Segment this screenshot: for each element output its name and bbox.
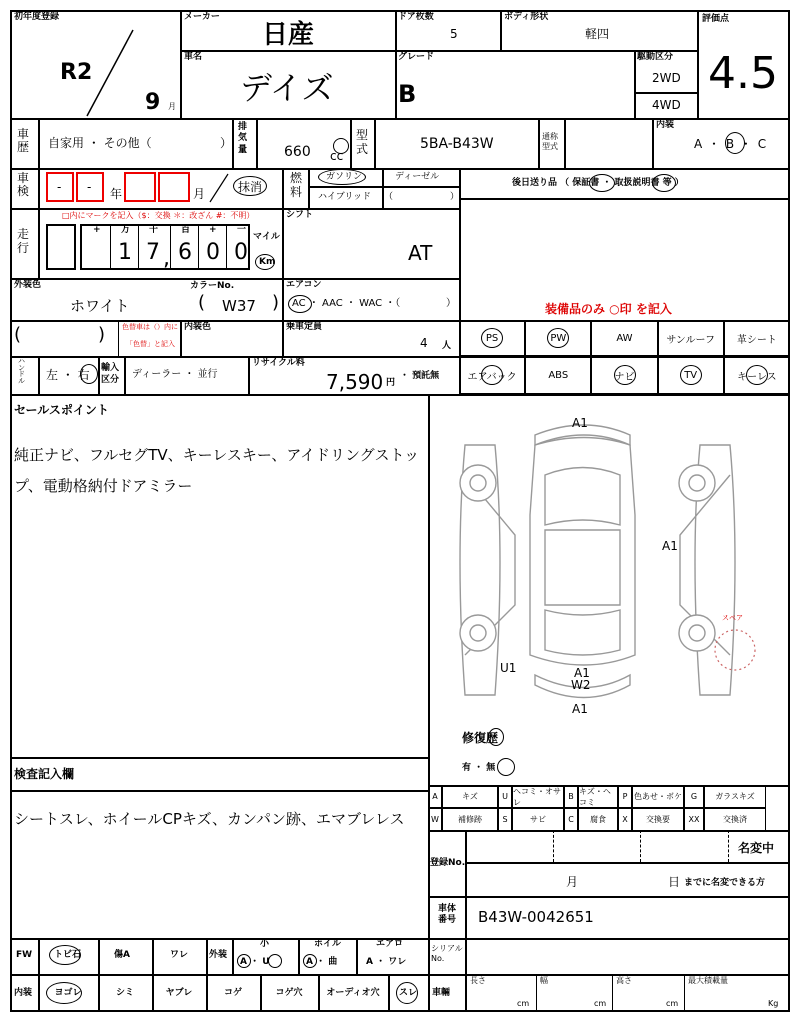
chassis-value: B43W-0042651 xyxy=(478,908,594,926)
interior-label: 内装 xyxy=(656,120,675,130)
digit-unit: 百 xyxy=(181,225,191,235)
colorno-label: カラーNo. xyxy=(190,281,235,291)
mark-right: A1 xyxy=(662,539,678,553)
recycle-label: リサイクル料 xyxy=(252,358,305,368)
equipment-item: AW xyxy=(591,320,657,356)
width-label: 幅 xyxy=(540,976,548,985)
capacity-label: 乗車定員 xyxy=(286,322,323,332)
handle-label: ハンドル xyxy=(18,357,25,385)
score: 4.5 xyxy=(708,48,778,99)
import: ディーラー ・ 並行 xyxy=(132,369,218,380)
cc-unit: cc xyxy=(330,149,344,163)
deposit: ・ 預託無 xyxy=(400,371,440,381)
right-circle xyxy=(80,364,98,384)
weight-label: 最大積載量 xyxy=(688,976,728,985)
shift: AT xyxy=(408,241,433,265)
equipment-circle xyxy=(680,365,702,385)
equipment-circle xyxy=(481,365,503,385)
ac-label: エアコン xyxy=(286,280,322,290)
change-note-1: 色替車は（）内に xyxy=(122,323,178,331)
fuel-diesel: ディーゼル xyxy=(395,172,440,182)
inspection-label: 車検 xyxy=(17,171,30,199)
mileage-label: 走行 xyxy=(17,227,30,255)
equipment-item: キーレス xyxy=(724,356,790,394)
mileage-digit: 0 xyxy=(206,240,220,265)
mark-left: U1 xyxy=(500,661,517,675)
body-label: ボディ形状 xyxy=(504,12,549,22)
colorno: W37 xyxy=(222,297,256,315)
equipment-item: PW xyxy=(525,320,591,356)
name-label: 車名 xyxy=(184,52,203,62)
drive-label: 駆動区分 xyxy=(637,52,674,62)
equipment-item: エアバック xyxy=(459,356,525,394)
int-paren-close: ) xyxy=(98,324,106,345)
grade: B xyxy=(398,80,417,108)
first-reg-month: 9 xyxy=(145,90,161,115)
score-label: 評価点 xyxy=(702,14,730,24)
mileage-box-0 xyxy=(46,224,76,270)
history-close: ） xyxy=(220,136,233,150)
capacity-unit: 人 xyxy=(442,341,452,351)
reg-label: 登録No. xyxy=(430,858,466,868)
equipment-item: サンルーフ xyxy=(658,320,724,356)
interior-item: ヤブレ xyxy=(165,988,193,998)
equipment-item: 革シート xyxy=(724,320,790,356)
legend-cell: A xyxy=(428,785,442,808)
int-color-label: 内装色 xyxy=(184,322,212,332)
notes-text: シートスレ、ホイールCPキズ、カンパン跡、エマブレレス xyxy=(14,810,405,828)
wheel-label: ホイル xyxy=(314,939,342,949)
yen: 円 xyxy=(386,378,396,388)
mileage-note: □内にマークを記入（$：交換 ＊：改ざん #：不明） xyxy=(62,211,255,220)
model-label: 型式 xyxy=(356,128,369,157)
mark-bottom: A1 xyxy=(572,702,588,716)
legend-cell: キズ・ヘコミ xyxy=(578,785,618,808)
reg-month: 月 xyxy=(566,875,579,889)
first-reg-label: 初年度登録 xyxy=(14,12,60,22)
mark-front: A1 xyxy=(572,416,588,430)
docs: 後日送り品 （ 保証書 ・ 取扱説明書 等 ） xyxy=(512,178,684,188)
legend-cell: 補修跡 xyxy=(442,808,498,831)
mileage-digit: 0 xyxy=(234,240,248,265)
size-label: 車輛 xyxy=(432,988,451,998)
body: 軽四 xyxy=(585,27,610,41)
equipment-item: TV xyxy=(658,356,724,394)
legend-cell: ガラスキズ xyxy=(704,785,766,808)
ac-circle xyxy=(288,295,312,313)
ac: AC ・ AAC ・ WAC ・（ xyxy=(292,298,401,309)
change-note-2: 「色替」と記入 xyxy=(126,340,175,348)
int-row-label: 内装 xyxy=(14,988,33,998)
history-label: 車歴 xyxy=(17,127,30,155)
height-unit: cm xyxy=(666,999,679,1008)
serial-label: シリアルNo. xyxy=(431,944,463,964)
maker-label: メーカー xyxy=(184,12,220,22)
mile-label: マイル xyxy=(253,232,280,242)
digit-unit: 千 xyxy=(149,225,159,235)
weight-unit: Kg xyxy=(768,999,779,1008)
int-paren-open: ( xyxy=(14,324,22,345)
capacity: 4 xyxy=(420,336,428,350)
paren-close: ) xyxy=(272,292,280,313)
legend-cell: キズ xyxy=(442,785,498,808)
digit-divider xyxy=(138,224,139,270)
km-circle xyxy=(255,254,275,270)
repair-value: 有 ・ 無 xyxy=(462,763,496,773)
fuel-paren: （ xyxy=(384,192,394,202)
chip-circle xyxy=(49,945,81,965)
car-diagram xyxy=(435,405,785,735)
sales-text: 純正ナビ、フルセグTV、キーレスキー、アイドリングストップ、電動格納付ドアミラー xyxy=(14,446,420,495)
slash-icon xyxy=(208,172,230,204)
legend-cell: 腐食 xyxy=(578,808,618,831)
equipment-item: ナビ xyxy=(591,356,657,394)
mileage-digit: 1 xyxy=(118,240,132,265)
none-repair-circle xyxy=(497,758,515,776)
length-unit: cm xyxy=(517,999,530,1008)
equipment-circle xyxy=(746,365,768,385)
insp-month: 月 xyxy=(193,187,206,201)
width-unit: cm xyxy=(594,999,607,1008)
month-unit: 月 xyxy=(168,102,176,111)
insp-dash-1: - xyxy=(57,180,62,194)
fw-item-3: ワレ xyxy=(170,950,189,960)
interior-item: コゲ xyxy=(223,988,242,998)
doors: 5 xyxy=(450,27,458,41)
cc-circle xyxy=(333,138,349,154)
spare-label: スペア xyxy=(722,614,743,622)
slash-icon xyxy=(85,28,135,118)
legend-cell: G xyxy=(684,785,704,808)
name-change: 名変中 xyxy=(738,841,775,855)
equipment-item: ABS xyxy=(525,356,591,394)
length-label: 長さ xyxy=(470,976,486,985)
none-circle xyxy=(233,176,267,196)
equipment-circle xyxy=(614,365,636,385)
insp-box-4 xyxy=(158,172,190,202)
displacement-label: 排気量 xyxy=(238,122,248,155)
aero-label: エアロ xyxy=(376,939,404,949)
grade-b-circle xyxy=(725,132,745,154)
legend-cell: P xyxy=(618,785,632,808)
digit-unit: + xyxy=(209,225,217,235)
digit-unit: + xyxy=(93,225,101,235)
drive-4wd: 4WD xyxy=(652,98,681,112)
small-label: 小 xyxy=(260,939,270,949)
shift-label: シフト xyxy=(286,210,314,220)
digit-divider xyxy=(198,224,199,270)
recycle: 7,590 xyxy=(326,370,384,394)
repair-circle xyxy=(488,728,504,746)
car-name: デイズ xyxy=(240,69,334,107)
fw-item-2: 傷A xyxy=(114,950,130,960)
wheel-val: A ・ 曲 xyxy=(306,957,338,967)
interior-item: オーディオ穴 xyxy=(326,988,380,998)
fuel-hybrid: ハイブリッド xyxy=(318,192,372,202)
legend-cell: S xyxy=(498,808,512,831)
mark-rear-1: A1 xyxy=(574,666,590,680)
insp-year: 年 xyxy=(110,187,123,201)
import-label: 輸入区分 xyxy=(101,363,120,385)
legend-cell: C xyxy=(564,808,578,831)
legend-cell: U xyxy=(498,785,512,808)
digit-unit: 一 xyxy=(237,225,247,235)
interior-item: ヨゴレ xyxy=(54,988,82,998)
first-reg-era: R2 xyxy=(60,60,93,85)
mileage-digit: 6 xyxy=(178,240,192,265)
repair-label: 修復歴 xyxy=(462,731,499,745)
ext-color: ホワイト xyxy=(70,297,130,315)
legend-cell: サビ xyxy=(512,808,564,831)
wear-circle xyxy=(396,982,418,1004)
ext-color-label: 外装色 xyxy=(14,280,42,290)
wheel-a-circle xyxy=(303,954,317,968)
manual-circle xyxy=(652,174,676,192)
legend-cell: X xyxy=(618,808,632,831)
interior-item: スレ xyxy=(398,988,417,998)
digit-divider xyxy=(110,224,111,270)
legend-cell: 交換要 xyxy=(632,808,684,831)
insp-box-3 xyxy=(124,172,156,202)
height-label: 高さ xyxy=(616,976,632,985)
interior-grades: A ・ B ・ C xyxy=(694,137,768,151)
common-model-label: 通称型式 xyxy=(542,132,558,151)
mileage-digit: 7 xyxy=(146,240,160,265)
small-val: A ・ U xyxy=(240,957,270,967)
warranty-circle xyxy=(589,174,615,192)
equipment-circle xyxy=(481,328,503,348)
paren-open: ( xyxy=(198,292,206,313)
model: 5BA-B43W xyxy=(420,136,494,152)
mark-rear-2: W2 xyxy=(571,678,591,692)
digit-unit: 万 xyxy=(121,225,131,235)
grade-label: グレード xyxy=(398,52,435,62)
insp-dash-2: - xyxy=(87,180,92,194)
legend-cell: B xyxy=(564,785,578,808)
small-u-circle xyxy=(268,954,282,968)
displacement: 660 xyxy=(284,144,311,160)
ac-close: ） xyxy=(446,298,456,309)
history-value: 自家用 ・ その他（ xyxy=(48,136,152,150)
legend-cell: ヘコミ・オサレ xyxy=(512,785,564,808)
equip-title: 装備品のみ ○印 を記入 xyxy=(545,302,672,316)
km-label: Km xyxy=(259,257,276,267)
drive-2wd: 2WD xyxy=(652,71,681,85)
fuel-label: 燃料 xyxy=(290,171,303,199)
insp-none: 抹消 xyxy=(238,180,263,194)
notes-label: 検査記入欄 xyxy=(14,767,75,781)
aero-val: A ・ ワレ xyxy=(366,957,407,967)
mileage-comma: , xyxy=(163,246,170,271)
digit-divider xyxy=(170,224,171,270)
handle-value: 左 ・ 右 xyxy=(46,368,90,382)
fw-item-1: トビ石 xyxy=(54,950,82,960)
chassis-label: 車体番号 xyxy=(438,904,457,925)
interior-item: コゲ穴 xyxy=(275,988,303,998)
ext-label: 外装 xyxy=(209,950,228,960)
doors-label: ドア枚数 xyxy=(398,12,434,22)
fw-label: FW xyxy=(16,950,33,960)
equipment-item: PS xyxy=(459,320,525,356)
legend-cell: XX xyxy=(684,808,704,831)
digit-divider xyxy=(226,224,227,270)
legend-cell: 色あせ・ボケ xyxy=(632,785,684,808)
interior-item: シミ xyxy=(115,988,134,998)
sales-label: セールスポイント xyxy=(14,403,109,417)
legend-cell: 交換済 xyxy=(704,808,766,831)
gas-circle xyxy=(318,169,366,185)
fuel-gas: ガソリン xyxy=(326,172,363,182)
fuel-paren-close: ） xyxy=(450,192,460,202)
reg-until: までに名変できる方 xyxy=(684,878,766,888)
dirt-circle xyxy=(46,982,82,1004)
legend-cell: W xyxy=(428,808,442,831)
reg-day: 日 xyxy=(668,875,681,889)
small-a-circle xyxy=(237,954,251,968)
maker: 日産 xyxy=(262,20,315,50)
